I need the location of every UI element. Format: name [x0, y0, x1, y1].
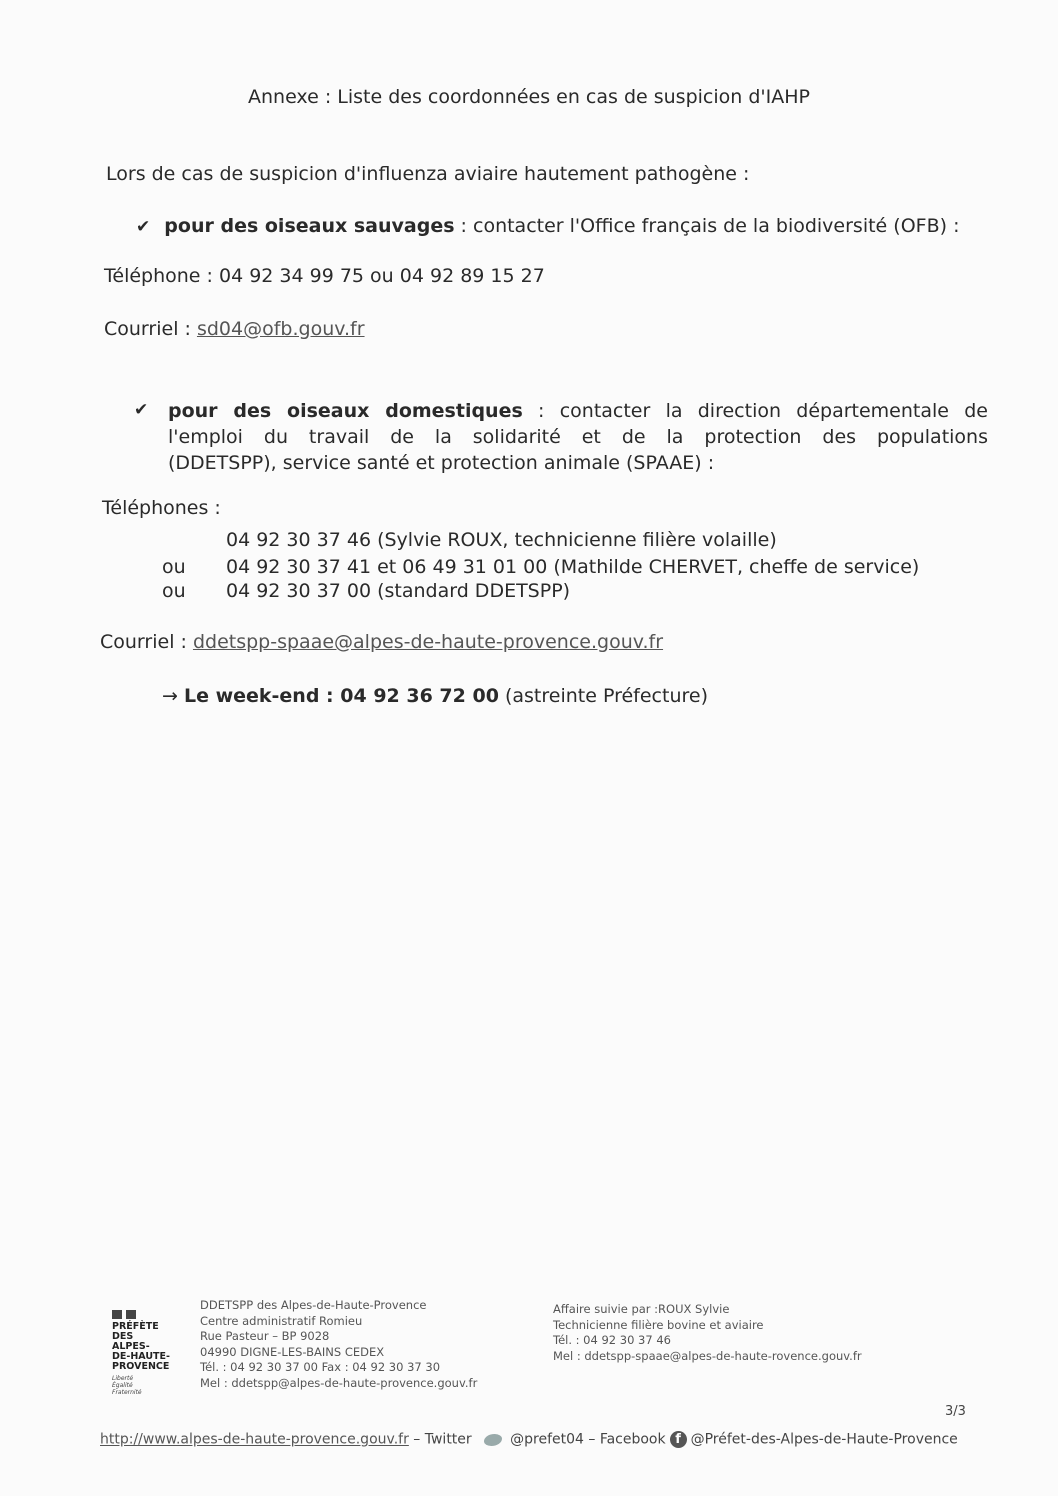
logo-line: DES ALPES-: [112, 1331, 150, 1352]
wild-phone: Téléphone : 04 92 34 99 75 ou 04 92 89 15 27: [104, 265, 545, 287]
logo-line: PRÉFÈTE: [112, 1321, 159, 1332]
footer-line: Mel : ddetspp@alpes-de-haute-provence.gouv.fr: [200, 1375, 478, 1390]
footer-line: 04990 DIGNE-LES-BAINS CEDEX: [200, 1344, 385, 1359]
page-title: Annexe : Liste des coordonnées en cas de suspicion d'IAHP: [248, 86, 810, 108]
footer-line: Affaire suivie par :ROUX Sylvie: [553, 1302, 730, 1316]
weekend-phone: Le week-end : 04 92 36 72 00: [183, 685, 499, 707]
arrow-right-icon: →: [162, 685, 178, 707]
weekend-row: [162, 685, 708, 707]
wild-birds-instruction: : contacter l'Office français de la biodiversité (OFB) :: [454, 215, 960, 237]
motto-line: Liberté: [112, 1375, 134, 1382]
footer-line: Tél. : 04 92 30 37 46: [553, 1333, 671, 1347]
twitter-bird-icon: [484, 1434, 502, 1446]
weekend-note: (astreinte Préfecture): [498, 685, 708, 707]
domestic-birds-instruction: : contacter la direction départementale de: [522, 400, 988, 422]
phone-row: [162, 556, 919, 578]
phone-row: [162, 580, 570, 602]
phone-prefix: ou: [162, 580, 186, 602]
facebook-page[interactable]: @Préfet-des-Alpes-de-Haute-Provence: [690, 1431, 958, 1448]
footer-line: Rue Pasteur – BP 9028: [200, 1329, 330, 1343]
footer-contact: [553, 1302, 862, 1364]
wild-birds-heading: pour des oiseaux sauvages: [164, 215, 455, 237]
domestic-line-2: l'emploi du travail de la solidarité et de la protection des populations: [168, 426, 988, 448]
domestic-line-1: [168, 398, 988, 424]
logo-line: DE-HAUTE-: [112, 1351, 170, 1362]
domestic-email-row: [100, 631, 663, 653]
logo-motto: [112, 1375, 174, 1396]
twitter-handle[interactable]: @prefet04: [510, 1431, 584, 1448]
domestic-email-link[interactable]: ddetspp-spaae@alpes-de-haute-provence.gouv.fr: [192, 631, 664, 653]
facebook-label: – Facebook: [583, 1431, 666, 1448]
domestic-line-3: (DDETSPP), service santé et protection animale (SPAAE) :: [168, 452, 715, 474]
footer-line: Tél. : 04 92 30 37 00 Fax : 04 92 30 37 30: [200, 1360, 441, 1374]
intro-text: Lors de cas de suspicion d'influenza aviaire hautement pathogène :: [106, 163, 750, 185]
phone-text: 04 92 30 37 00 (standard DDETSPP): [226, 580, 571, 602]
domestic-birds-item: [168, 398, 988, 476]
motto-line: Fraternité: [112, 1389, 142, 1396]
prefecture-logo: [112, 1310, 174, 1396]
check-icon: ✔: [136, 217, 151, 237]
facebook-icon: f: [670, 1431, 687, 1448]
logo-line: PROVENCE: [112, 1361, 170, 1372]
footer-line: Centre administratif Romieu: [200, 1313, 363, 1328]
page-number: 3/3: [945, 1404, 966, 1419]
footer-line: DDETSPP des Alpes-de-Haute-Provence: [200, 1298, 427, 1312]
phone-text: 04 92 30 37 41 et 06 49 31 01 00 (Mathilde CHERVET, cheffe de service): [226, 556, 920, 578]
logo-text: [112, 1322, 174, 1372]
bottom-links: [100, 1431, 958, 1448]
wild-birds-item: [136, 215, 959, 237]
marianne-flag-icon: [112, 1310, 174, 1319]
wild-email-link[interactable]: sd04@ofb.gouv.fr: [196, 318, 365, 340]
phone-text: 04 92 30 37 46 (Sylvie ROUX, technicienne filière volaille): [226, 529, 777, 551]
phone-prefix: ou: [162, 556, 186, 578]
domestic-phones-label: Téléphones :: [102, 497, 221, 519]
phone-row: [162, 529, 777, 551]
wild-email-row: [104, 318, 365, 340]
domestic-birds-heading: pour des oiseaux domestiques: [168, 400, 523, 422]
check-icon: ✔: [134, 400, 149, 420]
footer-line: Technicienne filière bovine et aviaire: [553, 1317, 764, 1332]
twitter-label: – Twitter: [408, 1431, 477, 1448]
wild-email-label: Courriel :: [104, 318, 197, 340]
footer-line: Mel : ddetspp-spaae@alpes-de-haute-rovence.gouv.fr: [553, 1348, 862, 1363]
footer-address: [200, 1298, 477, 1391]
website-link[interactable]: http://www.alpes-de-haute-provence.gouv.fr: [100, 1431, 409, 1448]
domestic-email-label: Courriel :: [100, 631, 193, 653]
motto-line: Égalité: [112, 1382, 133, 1389]
